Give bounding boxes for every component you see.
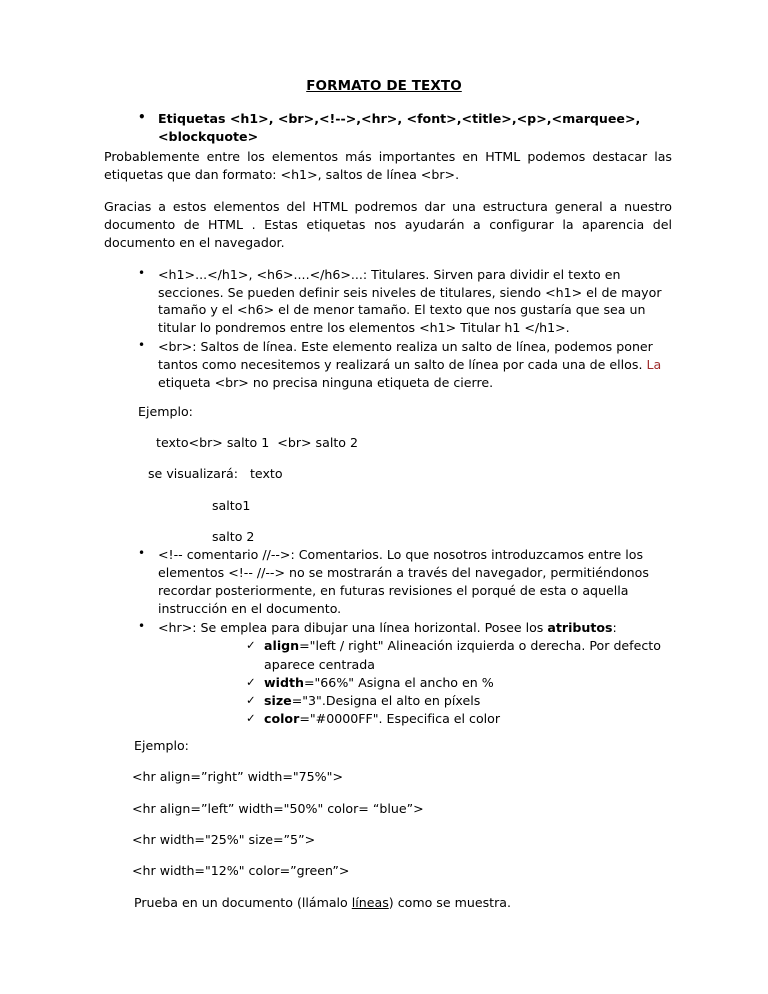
page-title: FORMATO DE TEXTO [306,78,462,94]
attr-name-align: align [264,638,300,654]
list-item-h1-tag: • <h1>...</h1>, <h6>....</h6>...: Titulares. Sirven para dividir el texto en secciones. Se pueden definir seis niveles de titulares, siendo <h1> el de mayor tamaño y el <h6> el de menor tamaño. El texto que nos gustaría que sea un titular lo pondremos entre los elementos <h1> Titular h1 </h1>. [104,266,676,338]
attr-name-size: size [264,692,292,708]
list-item-attr-align [158,637,670,673]
br-text-highlighted: La [646,357,662,372]
attr-name-width: width [264,674,304,690]
example-label-br: Ejemplo: [138,403,193,419]
example-br-line-1: texto<br> salto 1 <br> salto 2 [156,435,358,450]
hr-intro-bold: atributos [547,619,613,635]
attr-desc-align: ="left / right" Alineación izquierda o derecha. Por defecto aparece centrada [264,638,661,672]
heading-tag-list [104,110,676,146]
list-item-hr-tag [104,619,676,729]
tag-description-list [104,266,676,392]
list-item-attr-size [158,692,670,710]
list-item-attr-color [158,710,670,728]
attr-desc-width: ="66%" Asigna el ancho en % [303,674,494,690]
example-hr-line-2: <hr align=”left” width="50%" color= “blue”> [132,800,424,816]
closing-instruction [104,894,676,912]
closing-after: ) como se muestra. [388,895,512,911]
closing-before: Prueba en un documento (llámalo [134,895,352,911]
list-item-heading-tags: • Etiquetas <h1>, <br>,<!-->,<hr>, <font>,<title>,<p>,<marquee>, <blockquote> [104,110,676,146]
intro-paragraph-1: Probablemente entre los elementos más importantes en HTML podemos destacar las etiquetas que dan formato: <h1>, saltos de línea <br>. [104,148,672,183]
example-label-hr: Ejemplo: [134,738,189,753]
example-br-line-3: salto1 [212,497,251,513]
closing-underlined-term: líneas [351,895,389,911]
example-br-line-4: salto 2 [212,528,255,544]
attr-name-color: color [264,710,300,726]
list-item-br-tag [104,338,676,392]
example-br-line-2: se visualizará: texto [148,466,283,482]
hr-attribute-list [158,637,670,728]
hr-intro-after: : [612,619,617,635]
example-hr-line-4: <hr width="12%" color=”green”> [132,863,350,878]
attr-desc-color: ="#0000FF". Especifica el color [299,710,501,726]
list-item-comment-tag: • <!-- comentario //-->: Comentarios. Lo que nosotros introduzcamos entre los elementos <!-- //--> no se mostrarán a través del navegador, permitiéndonos recordar posteriormente, en futuras revisiones el porqué de esta o aquella instrucción en el documento. [104,546,676,618]
example-hr-line-3: <hr width="25%" size=”5”> [132,831,316,847]
attr-desc-size: ="3".Designa el alto en píxels [291,692,481,708]
list-item-attr-width [158,674,670,692]
example-hr-line-1: <hr align=”right” width="75%"> [132,769,343,785]
br-text-part-1: <br>: Saltos de línea. Este elemento realiza un salto de línea, podemos poner tantos como necesitemos y realizará un salto de línea por cada una de ellos. [158,339,653,372]
br-text-part-2: etiqueta <br> no precisa ninguna etiqueta de cierre. [158,374,494,390]
tag-description-list-2 [104,546,676,728]
hr-intro-before: <hr>: Se emplea para dibujar una línea horizontal. Posee los [158,619,548,635]
intro-paragraph-2: Gracias a estos elementos del HTML podremos dar una estructura general a nuestro documento de HTML . Estas etiquetas nos ayudarán a configurar la aparencia del documento en el navegador. [104,198,672,251]
